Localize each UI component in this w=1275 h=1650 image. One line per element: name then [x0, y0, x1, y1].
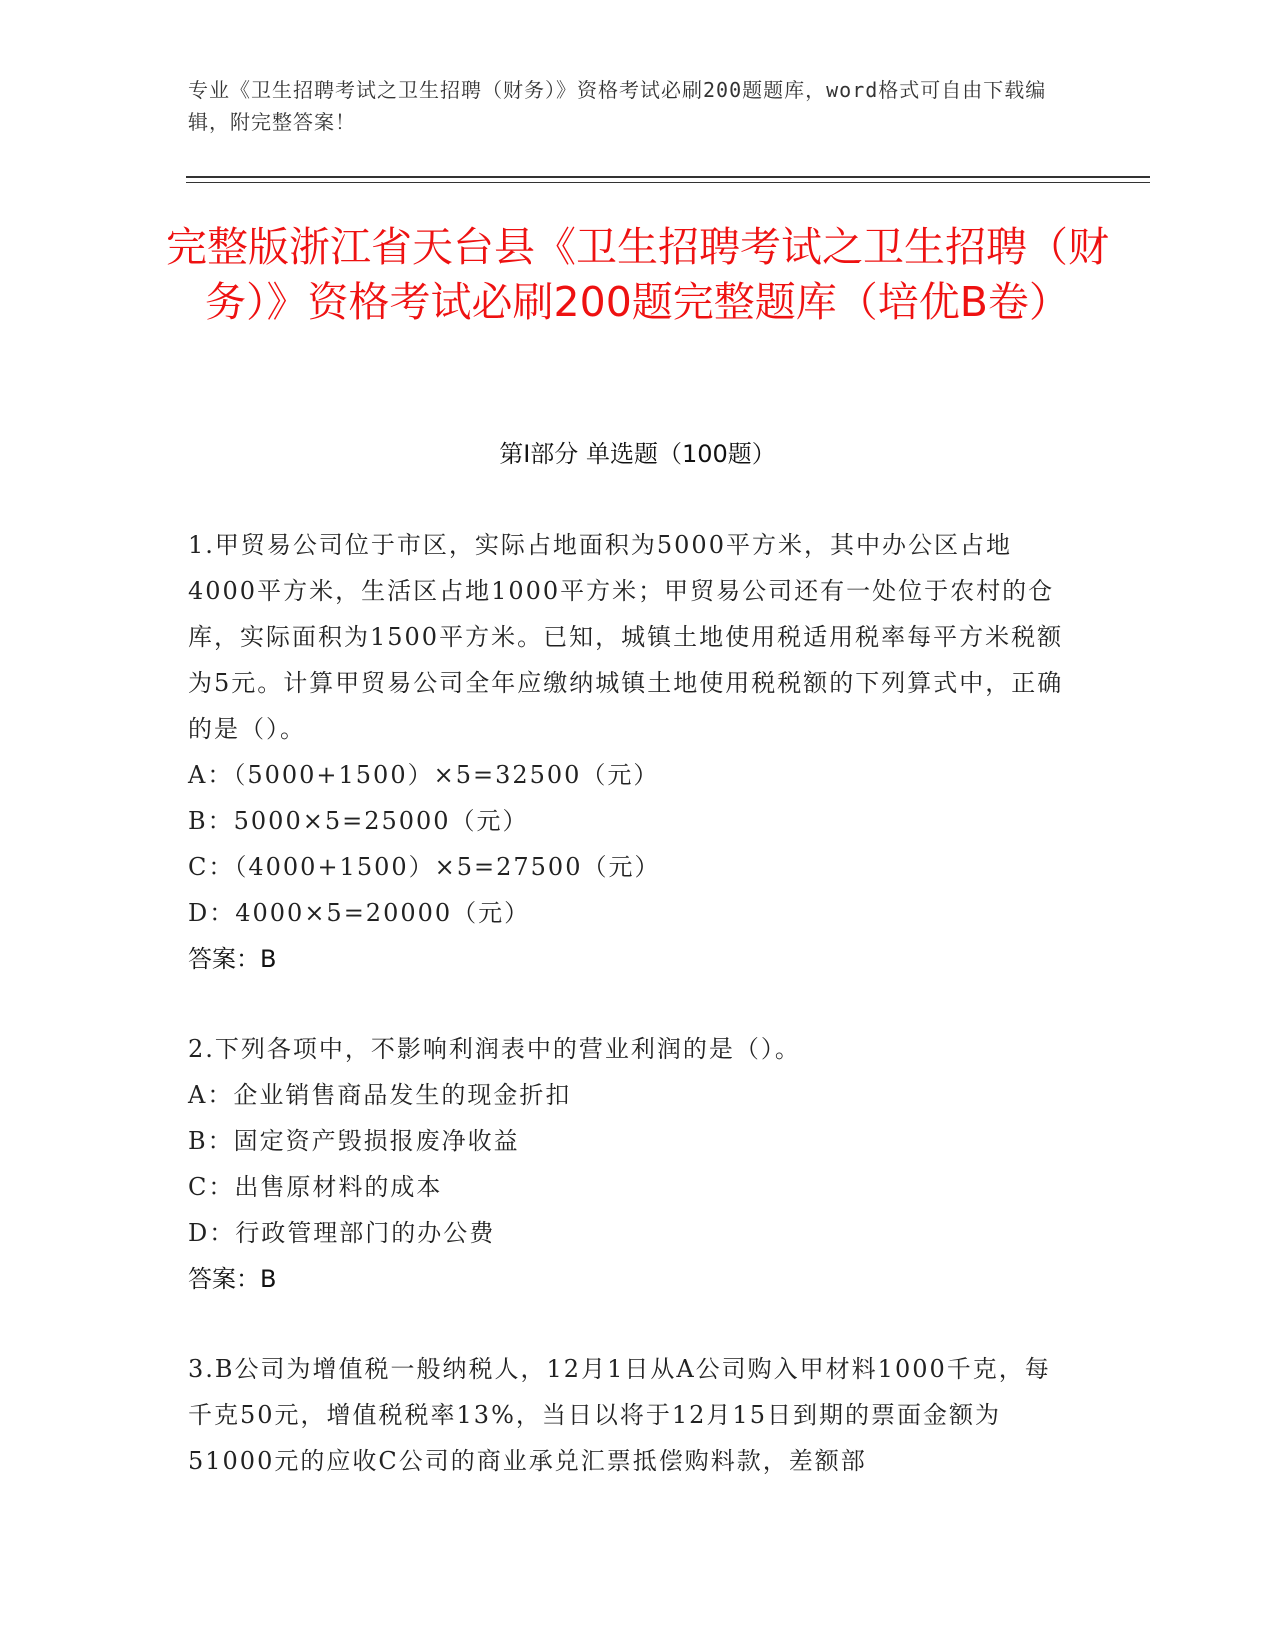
- option-d: D：4000×5=20000（元）: [188, 899, 531, 927]
- option-a: A：（5000+1500）×5=32500（元）: [188, 761, 660, 789]
- question-stem: 2.下列各项中，不影响利润表中的营业利润的是（）。: [188, 1035, 801, 1063]
- option-b: B：5000×5=25000（元）: [188, 807, 529, 835]
- question-1: [188, 522, 1068, 982]
- question-3: [188, 1346, 1068, 1484]
- option-c: C：出售原材料的成本: [188, 1173, 443, 1201]
- question-stem: 1.甲贸易公司位于市区，实际占地面积为5000平方米，其中办公区占地4000平方米，生活区占地1000平方米；甲贸易公司还有一处位于农村的仓库，实际面积为1500平方米。已知，城镇土地使用税适用税率每平方米税额为5元。计算甲贸易公司全年应缴纳城镇土地使用税税额的下列算式中，正确的是（）。: [188, 531, 1064, 743]
- header-divider-thin: [186, 182, 1150, 183]
- option-b: B：固定资产毁损报废净收益: [188, 1127, 520, 1155]
- section-title: 第I部分 单选题（100题）: [499, 440, 776, 468]
- question-list: [188, 522, 1068, 1528]
- document-title: 完整版浙江省天台县《卫生招聘考试之卫生招聘（财务）》资格考试必刷200题完整题库（培优B卷）: [166, 223, 1109, 326]
- answer: 答案：B: [188, 945, 277, 973]
- option-c: C：（4000+1500）×5=27500（元）: [188, 853, 661, 881]
- header-divider-thick: [186, 176, 1150, 178]
- option-d: D：行政管理部门的办公费: [188, 1219, 496, 1247]
- answer: 答案：B: [188, 1265, 277, 1293]
- question-2: [188, 1026, 1068, 1302]
- option-a: A：企业销售商品发生的现金折扣: [188, 1081, 572, 1109]
- question-stem: 3.B公司为增值税一般纳税人，12月1日从A公司购入甲材料1000千克，每千克50元，增值税税率13%，当日以将于12月15日到期的票面金额为51000元的应收C公司的商业承兑汇票抵偿购料款，差额部: [188, 1355, 1051, 1475]
- header-note: 专业《卫生招聘考试之卫生招聘（财务）》资格考试必刷200题题库，word格式可自由下载编辑，附完整答案！: [188, 78, 1047, 134]
